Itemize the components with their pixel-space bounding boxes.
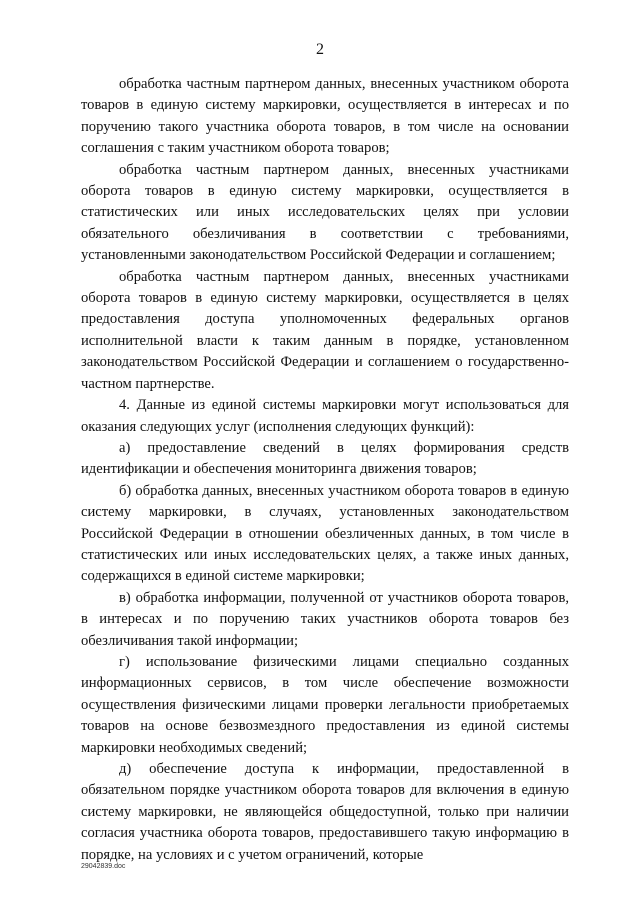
paragraph-private-partner-statistics: обработка частным партнером данных, внесенных участниками оборота товаров в единую систему маркировки, осуществляется в статистических или иных исследовательских целях при условии обязательного обезличивания в соответствии с требованиями, установленными законодательством Российской Федерации и соглашением; [81,161,569,264]
paragraph-item-d: д) обеспечение доступа к информации, предоставленной в обязательном порядке участником оборота товаров для включения в единую систему маркировки, не являющейся общедоступной, только при наличии согласия участника оборота товаров, предоставившего такую информацию в порядке, на условиях и с учетом ограничений, которые [81,761,569,863]
paragraph-private-partner-authorities-access: обработка частным партнером данных, внесенных участниками оборота товаров в единую систему маркировки, осуществляется в целях предоставления доступа уполномоченных федеральных органов исполнительной власти к таким данным в порядке, установленном законодательством Российской Федерации и соглашением о государственно-частном партнерстве. [81,268,569,392]
paragraph-item-b: б) обработка данных, внесенных участником оборота товаров в единую систему маркировки, в случаях, установленных законодательством Российской Федерации в отношении обезличенных данных, в том числе в статистических или иных исследовательских целях, а также иных данных, содержащихся в единой системе маркировки; [81,482,569,585]
paragraph-item-v: в) обработка информации, полученной от участников оборота товаров, в интересах и по поручению таких участников оборота товаров без обезличивания такой информации; [81,589,569,649]
paragraph-item-g: г) использование физическими лицами специально созданных информационных сервисов, в том числе обеспечение возможности осуществления физическими лицами проверки легальности приобретаемых товаров на основе безвозмездного предоставления из единой системы маркировки необходимых сведений; [81,653,569,756]
paragraph-private-partner-interests: обработка частным партнером данных, внесенных участником оборота товаров в единую систему маркировки, осуществляется в интересах и по поручению такого участника оборота товаров, в том числе на основании соглашения с таким участником оборота товаров; [81,76,569,157]
document-file-code: 29042839.doc [81,863,126,870]
paragraph-section-4: 4. Данные из единой системы маркировки могут использоваться для оказания следующих услуг (исполнения следующих функций): [81,397,569,435]
document-body [81,74,569,866]
paragraph-item-a: а) предоставление сведений в целях формирования средств идентификации и обеспечения мониторинга движения товаров; [81,439,569,478]
page-number: 2 [316,41,324,58]
